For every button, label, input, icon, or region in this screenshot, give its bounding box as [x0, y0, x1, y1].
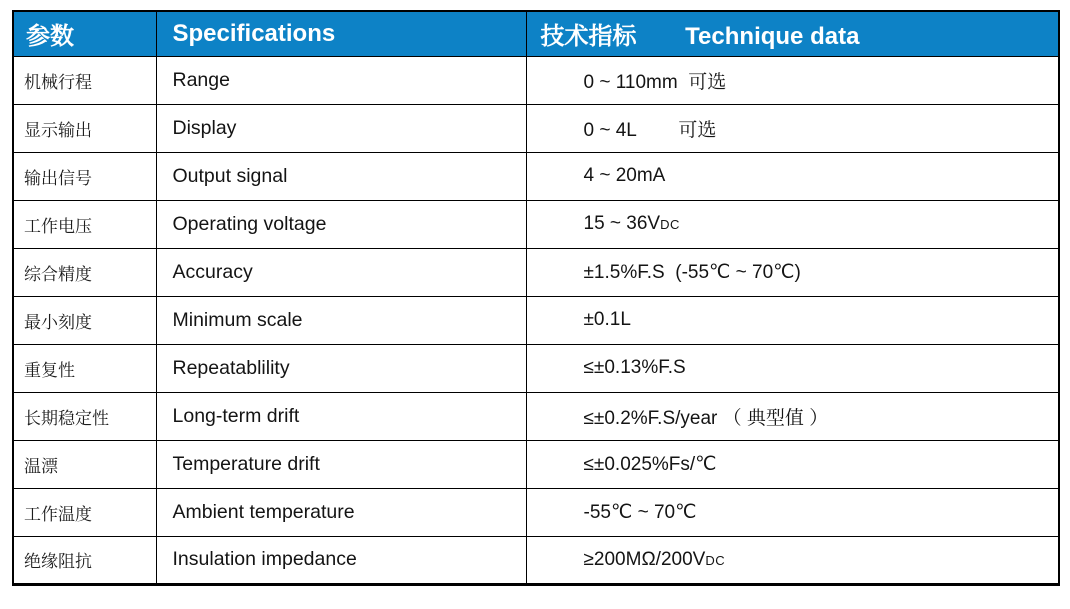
param-cell: 工作温度: [13, 488, 156, 536]
table-row: [13, 152, 1059, 200]
spec-cell: Temperature drift: [156, 440, 526, 488]
value-text: ≥200MΩ/200V: [583, 548, 706, 570]
table-row: [13, 488, 1059, 536]
value-cell: [526, 248, 1059, 296]
table-row: [13, 248, 1059, 296]
table-row: [13, 536, 1059, 584]
spec-cell: Operating voltage: [156, 200, 526, 248]
spec-cell: Minimum scale: [156, 296, 526, 344]
param-cell: 综合精度: [13, 248, 156, 296]
header-technique-cn: 技术指标: [540, 23, 637, 51]
value-text: 4 ~ 20mA: [583, 165, 666, 186]
spec-cell: Repeatablility: [156, 344, 526, 392]
value-text: ≤±0.13%F.S: [583, 357, 686, 378]
spec-cell: Accuracy: [156, 248, 526, 296]
spec-cell: Insulation impedance: [156, 536, 526, 584]
param-cell: 最小刻度: [13, 296, 156, 344]
value-cell: [526, 56, 1059, 104]
spec-cell: Range: [156, 56, 526, 104]
value-text: 0 ~ 4L 可选: [583, 119, 717, 141]
table-row: [13, 344, 1059, 392]
value-cell: [526, 440, 1059, 488]
table-body: [13, 56, 1059, 584]
table-header-row: [13, 11, 1059, 56]
param-cell: 工作电压: [13, 200, 156, 248]
value-text: 0 ~ 110mm 可选: [583, 71, 727, 93]
value-text: ≤±0.2%F.S/year （ 典型值 ）: [583, 407, 829, 429]
value-subscript: DC: [705, 552, 726, 568]
spec-cell: Output signal: [156, 152, 526, 200]
param-cell: 机械行程: [13, 56, 156, 104]
value-cell: [526, 296, 1059, 344]
value-cell: [526, 392, 1059, 440]
spec-cell: Ambient temperature: [156, 488, 526, 536]
value-text: ±0.1L: [583, 309, 631, 330]
param-cell: 长期稳定性: [13, 392, 156, 440]
spec-cell: Long-term drift: [156, 392, 526, 440]
value-cell: [526, 200, 1059, 248]
table-row: [13, 392, 1059, 440]
header-param: 参数: [13, 11, 156, 56]
value-subscript: DC: [660, 217, 680, 232]
value-cell: [526, 104, 1059, 152]
param-cell: 绝缘阻抗: [13, 536, 156, 584]
specifications-table: [12, 10, 1060, 586]
param-cell: 输出信号: [13, 152, 156, 200]
header-technique-en: Technique data: [685, 23, 860, 51]
header-technique-data: [526, 11, 1059, 56]
table-row: [13, 200, 1059, 248]
table-row: [13, 56, 1059, 104]
table-row: [13, 104, 1059, 152]
value-text: ±1.5%F.S (-55℃ ~ 70℃): [583, 261, 801, 283]
value-text: ≤±0.025%Fs/℃: [583, 453, 717, 475]
table-row: [13, 440, 1059, 488]
param-cell: 重复性: [13, 344, 156, 392]
value-cell: [526, 536, 1059, 584]
spec-cell: Display: [156, 104, 526, 152]
param-cell: 温漂: [13, 440, 156, 488]
value-cell: [526, 344, 1059, 392]
value-text: -55℃ ~ 70℃: [583, 501, 697, 523]
value-cell: [526, 152, 1059, 200]
table-row: [13, 296, 1059, 344]
param-cell: 显示输出: [13, 104, 156, 152]
value-cell: [526, 488, 1059, 536]
header-specifications: Specifications: [156, 11, 526, 56]
value-text: 15 ~ 36V: [583, 213, 661, 234]
